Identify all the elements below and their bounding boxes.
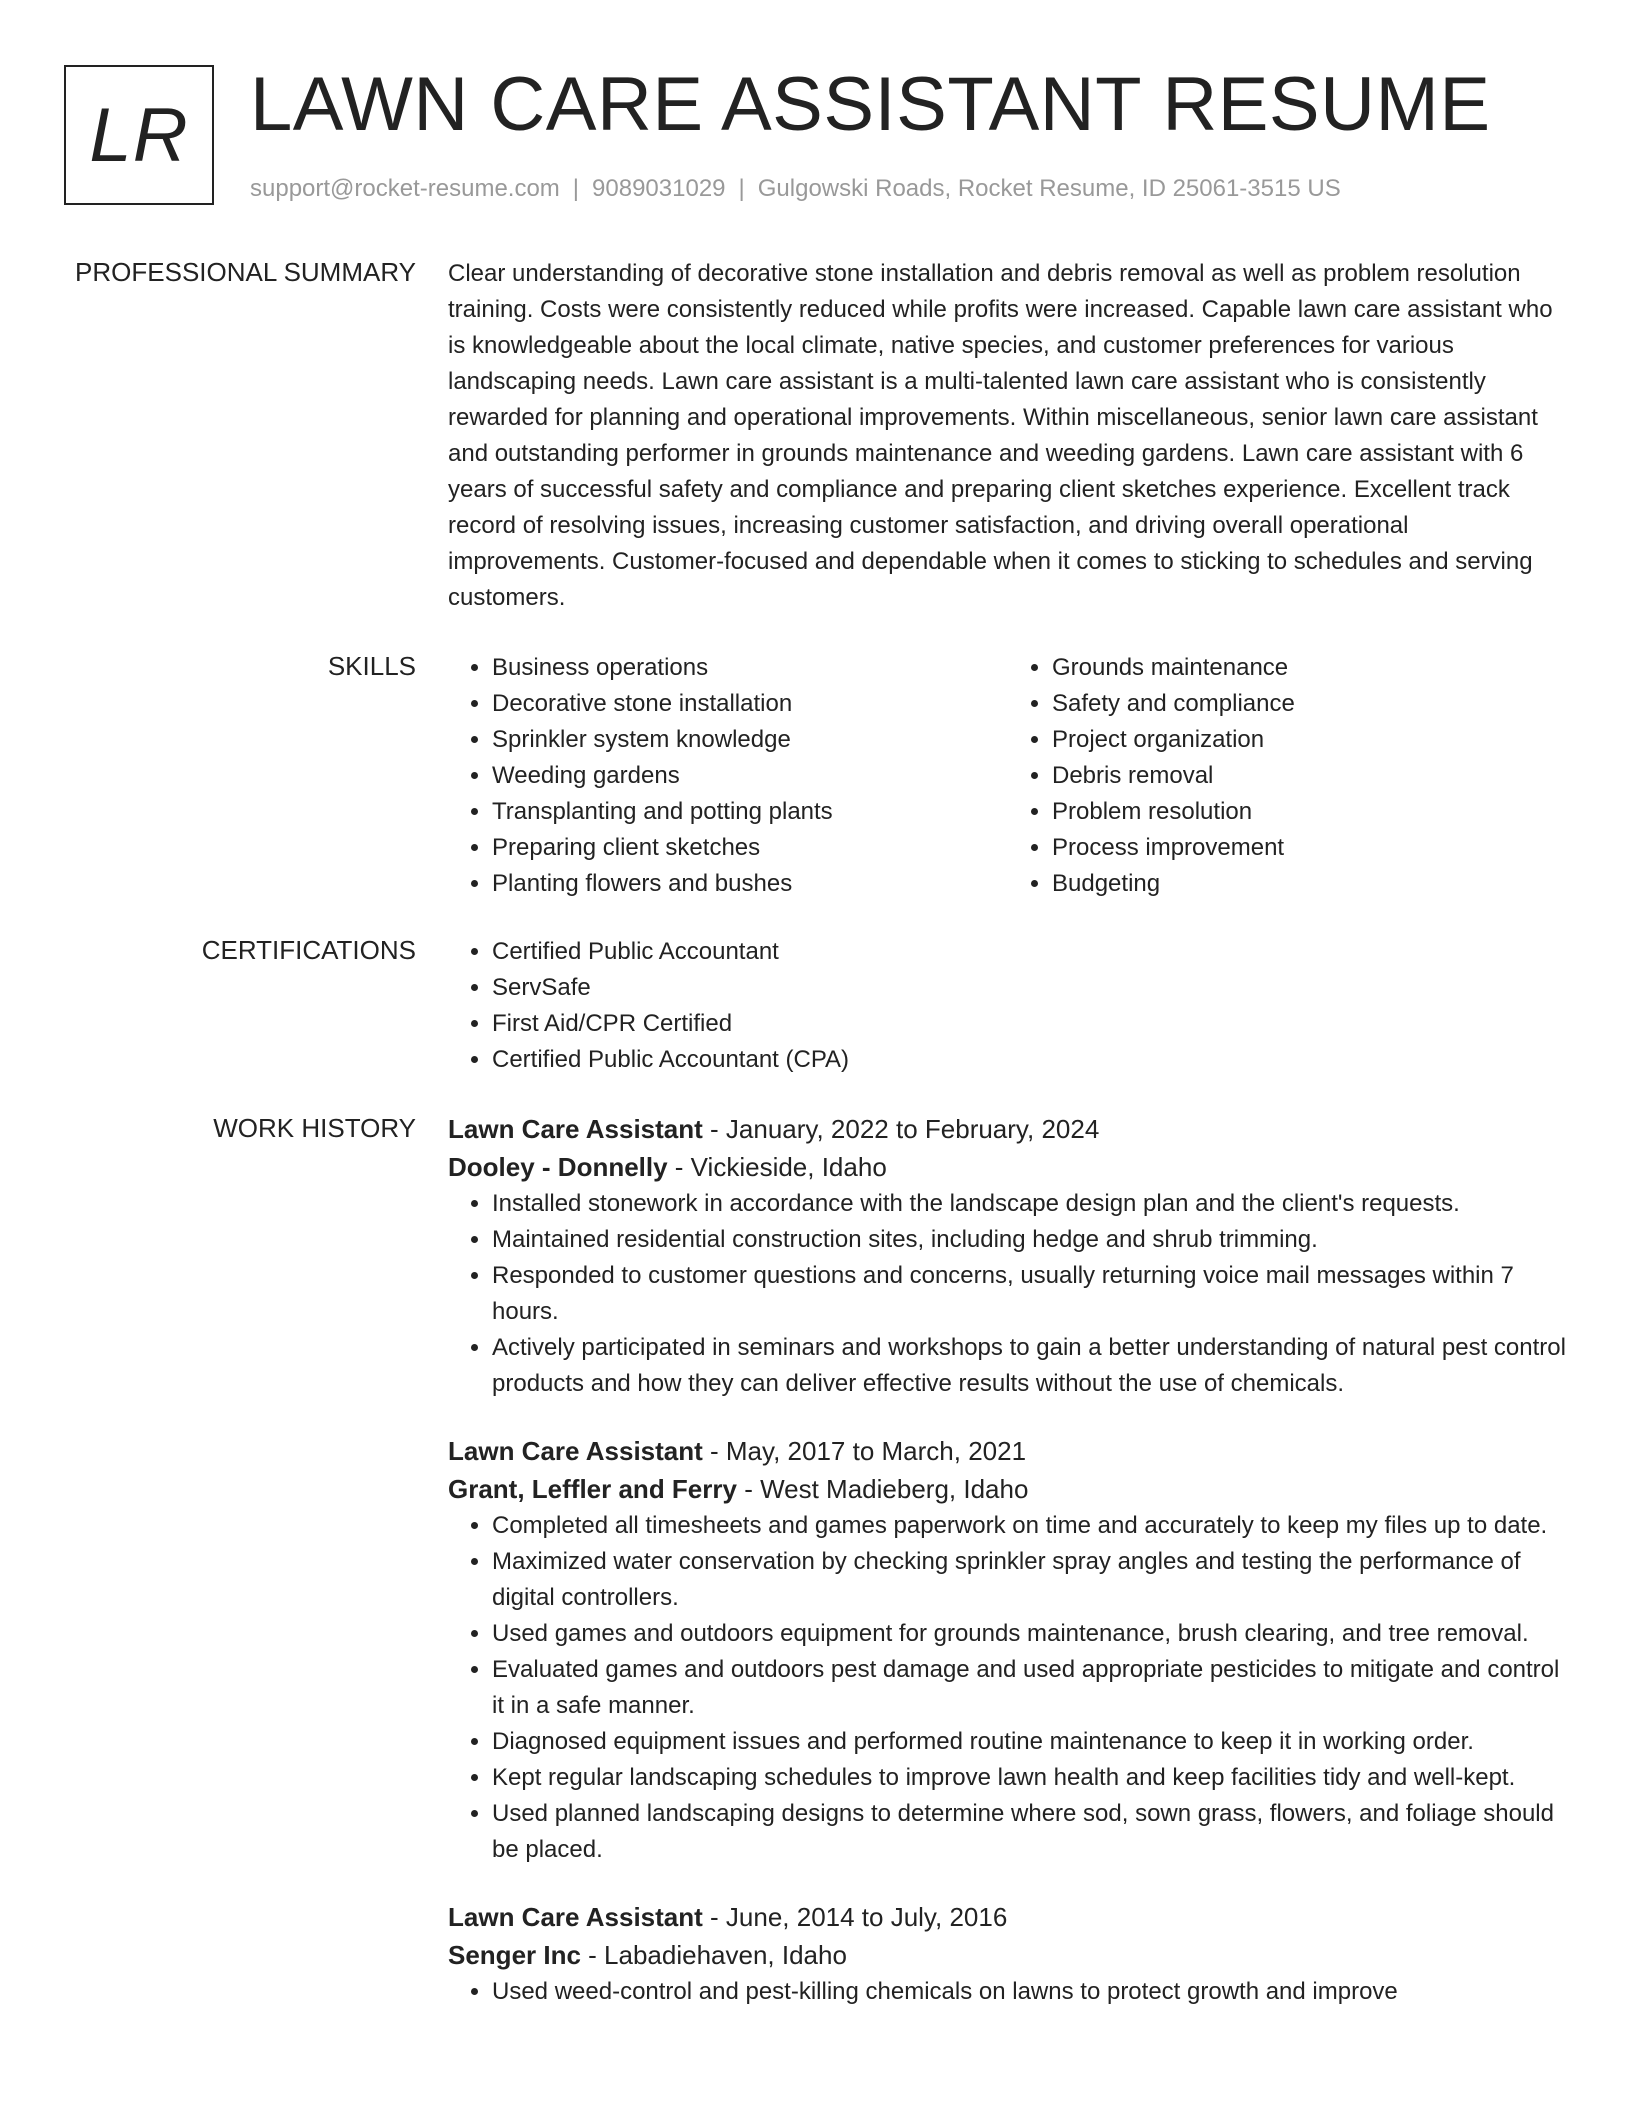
skill-item: • Weeding gardens <box>492 758 1008 794</box>
job-bullet-list <box>448 1508 1568 1868</box>
certification-item: • First Aid/CPR Certified <box>492 1006 1568 1042</box>
skills-list-left <box>448 650 1008 902</box>
resume-header <box>64 62 1584 210</box>
job-location: - Labadiehaven, Idaho <box>580 1940 847 1970</box>
skill-item: • Planting flowers and bushes <box>492 866 1008 902</box>
skill-item: • Preparing client sketches <box>492 830 1008 866</box>
job-entry <box>448 1110 1568 1402</box>
section-label-skills: SKILLS <box>327 651 416 681</box>
skill-item: • Problem resolution <box>1052 794 1568 830</box>
contact-separator: | <box>738 175 745 202</box>
skill-item: • Safety and compliance <box>1052 686 1568 722</box>
job-bullet: • Responded to customer questions and concerns, usually returning voice mail messages within 7 hours. <box>492 1258 1568 1330</box>
contact-separator: | <box>572 175 580 202</box>
summary-text: Clear understanding of decorative stone installation and debris removal as well as problem resolution training. Costs were consistently reduced while profits were increased. Capable lawn care assistant who is knowledgeable about the local climate, native species, and customer preferences for various landscaping needs. Lawn care assistant is a multi-talented lawn care assistant who is consistently rewarded for planning and operational improvements. Within miscellaneous, senior lawn care assistant and outstanding performer in grounds maintenance and weeding gardens. Lawn care assistant with 6 years of successful safety and compliance and preparing client sketches experience. Excellent track record of resolving issues, increasing customer satisfaction, and driving overall operational improvements. Customer-focused and dependable when it comes to sticking to schedules and serving customers. <box>448 260 1553 611</box>
certifications-list <box>448 934 1568 1078</box>
email-text: support@rocket-resume.com <box>250 175 560 202</box>
job-dates: - May, 2017 to March, 2021 <box>702 1436 1027 1466</box>
job-bullet: • Maintained residential construction sites, including hedge and shrub trimming. <box>492 1222 1568 1258</box>
skills-list-right <box>1008 650 1568 902</box>
job-bullet: • Installed stonework in accordance with the landscape design plan and the client's requests. <box>492 1186 1568 1222</box>
job-bullet: • Kept regular landscaping schedules to improve lawn health and keep facilities tidy and well-kept. <box>492 1760 1568 1796</box>
job-title-line <box>448 1110 1568 1148</box>
job-bullet: • Actively participated in seminars and workshops to gain a better understanding of natural pest control products and how they can deliver effective results without the use of chemicals. <box>492 1330 1568 1402</box>
certification-item: • Certified Public Accountant <box>492 934 1568 970</box>
skill-item: • Sprinkler system knowledge <box>492 722 1008 758</box>
skill-item: • Budgeting <box>1052 866 1568 902</box>
job-location: - West Madieberg, Idaho <box>736 1474 1029 1504</box>
section-label-summary: PROFESSIONAL SUMMARY <box>75 257 416 287</box>
monogram-logo: LR <box>64 65 214 205</box>
skill-item: • Business operations <box>492 650 1008 686</box>
address-text: Gulgowski Roads, Rocket Resume, ID 25061-3515 US <box>757 175 1341 202</box>
certifications-section <box>0 934 1632 1078</box>
job-title: Lawn Care Assistant <box>448 1436 703 1466</box>
job-bullet-list <box>448 1186 1568 1402</box>
certification-item: • Certified Public Accountant (CPA) <box>492 1042 1568 1078</box>
job-location: - Vickieside, Idaho <box>667 1152 887 1182</box>
job-bullet: • Evaluated games and outdoors pest damage and used appropriate pesticides to mitigate and control it in a safe manner. <box>492 1652 1568 1724</box>
work-body <box>448 1110 1568 2010</box>
job-company: Grant, Leffler and Ferry <box>448 1474 737 1504</box>
work-section <box>0 1110 1632 2010</box>
skill-item: • Transplanting and potting plants <box>492 794 1008 830</box>
job-entry <box>448 1432 1568 1868</box>
skill-item: • Debris removal <box>1052 758 1568 794</box>
resume-content <box>0 256 1632 2010</box>
skill-item: • Grounds maintenance <box>1052 650 1568 686</box>
job-title-line <box>448 1898 1568 1936</box>
job-company: Dooley - Donnelly <box>448 1152 668 1182</box>
section-label-certifications: CERTIFICATIONS <box>201 935 416 965</box>
skill-item: • Process improvement <box>1052 830 1568 866</box>
job-bullet: • Used games and outdoors equipment for grounds maintenance, brush clearing, and tree removal. <box>492 1616 1568 1652</box>
job-company-line <box>448 1148 1568 1186</box>
job-company: Senger Inc <box>448 1940 581 1970</box>
job-title: Lawn Care Assistant <box>448 1114 703 1144</box>
job-bullet: • Used weed-control and pest-killing chemicals on lawns to protect growth and improve <box>492 1974 1568 2010</box>
job-company-line <box>448 1470 1568 1508</box>
summary-section <box>0 256 1632 616</box>
page-title: LAWN CARE ASSISTANT RESUME <box>250 62 1491 147</box>
job-bullet: • Diagnosed equipment issues and performed routine maintenance to keep it in working order. <box>492 1724 1568 1760</box>
contact-line <box>250 175 1341 203</box>
job-bullet: • Completed all timesheets and games paperwork on time and accurately to keep my files up to date. <box>492 1508 1568 1544</box>
phone-text: 9089031029 <box>592 175 726 202</box>
job-bullet: • Used planned landscaping designs to determine where sod, sown grass, flowers, and foliage should be placed. <box>492 1796 1568 1868</box>
skill-item: • Project organization <box>1052 722 1568 758</box>
job-title-line <box>448 1432 1568 1470</box>
certifications-body <box>448 934 1568 1078</box>
skills-body <box>448 650 1568 902</box>
job-dates: - January, 2022 to February, 2024 <box>702 1114 1100 1144</box>
job-entry <box>448 1898 1568 2010</box>
skill-item: • Decorative stone installation <box>492 686 1008 722</box>
job-bullet-list <box>448 1974 1568 2010</box>
job-bullet: • Maximized water conservation by checking sprinkler spray angles and testing the performance of digital controllers. <box>492 1544 1568 1616</box>
job-title: Lawn Care Assistant <box>448 1902 703 1932</box>
section-label-work: WORK HISTORY <box>213 1113 416 1143</box>
job-company-line <box>448 1936 1568 1974</box>
job-dates: - June, 2014 to July, 2016 <box>702 1902 1008 1932</box>
summary-body <box>448 256 1568 616</box>
certification-item: • ServSafe <box>492 970 1568 1006</box>
skills-section <box>0 650 1632 902</box>
